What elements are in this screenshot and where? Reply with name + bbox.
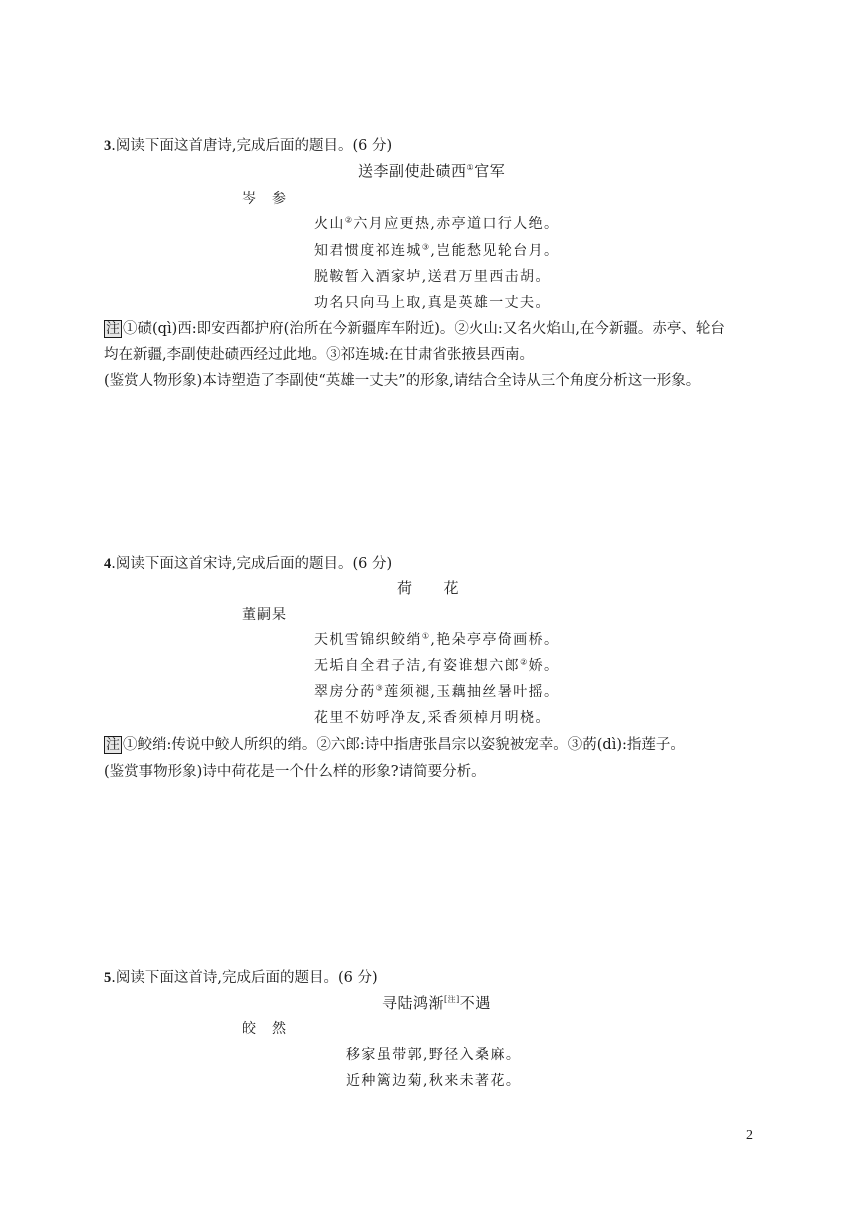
- q4-question: (鉴赏事物形象)诗中荷花是一个什么样的形象?请简要分析。: [104, 764, 486, 780]
- q4-poem-author: 董嗣杲: [242, 607, 287, 623]
- q3-note-cont: 均在新疆,李副使赴碛西经过此地。③祁连城:在甘肃省张掖县西南。: [104, 347, 534, 363]
- q4-poem-line: [314, 629, 559, 649]
- footnote-mark: ③: [375, 683, 385, 693]
- note-text: ①鲛绡:传说中鲛人所织的绡。②六郎:诗中指唐张昌宗以姿貌被宠幸。③菂(dì):指莲子。: [123, 737, 685, 753]
- q3-number: 3: [104, 138, 112, 154]
- q4-poem-line: [314, 681, 559, 701]
- footnote-mark: ②: [344, 215, 354, 225]
- page-number: 2: [746, 1128, 753, 1143]
- q4-prompt: [104, 552, 392, 573]
- poem-text: 六月应更热,赤亭道口行人绝。: [353, 216, 560, 232]
- q4-poem-line: [314, 707, 551, 727]
- note-tag: 注: [106, 737, 120, 753]
- poem-text: 娇。: [528, 658, 560, 674]
- q5-intro: .阅读下面这首诗,完成后面的题目。(6 分): [111, 970, 378, 986]
- q5-title-text-end: 不遇: [459, 994, 491, 1012]
- poem-text: 功名只向马上取,真是英雄一丈夫。: [314, 295, 551, 311]
- q4-poem-line: [314, 655, 559, 675]
- poem-text: 翠房分菂: [314, 684, 376, 700]
- q3-intro: .阅读下面这首唐诗,完成后面的题目。(6 分): [111, 138, 393, 154]
- q3-title-footnote-mark: ①: [466, 163, 475, 172]
- q5-title-footnote-mark: [注]: [444, 995, 460, 1004]
- q5-poem-line: [346, 1044, 521, 1064]
- footnote-mark: ①: [421, 631, 431, 641]
- q5-number: 5: [104, 970, 112, 986]
- q4-intro: .阅读下面这首宋诗,完成后面的题目。(6 分): [111, 556, 393, 572]
- q5-poem-line: [346, 1070, 521, 1090]
- poem-text: 移家虽带郭,野径入桑麻。: [346, 1047, 522, 1063]
- poem-text: 天机雪锦织鲛绡: [314, 632, 422, 648]
- q3-question: (鉴赏人物形象)本诗塑造了李副使“英雄一丈夫”的形象,请结合全诗从三个角度分析这一形象。: [104, 373, 701, 389]
- poem-text: 莲须褪,玉藕抽丝暑叶摇。: [384, 684, 560, 700]
- q3-title-text-end: 官军: [474, 162, 506, 180]
- q4-number: 4: [104, 556, 112, 572]
- poem-text: 近种篱边菊,秋来未著花。: [346, 1073, 522, 1089]
- q3-title-text: 送李副使赴碛西: [358, 162, 467, 180]
- q3-prompt: [104, 134, 392, 155]
- poem-text: 火山: [314, 216, 345, 232]
- poem-text: 花里不妨呼净友,采香须棹月明桡。: [314, 710, 551, 726]
- q5-poem-author: 皎 然: [242, 1021, 287, 1037]
- poem-text: ,岂能愁见轮台月。: [430, 243, 560, 259]
- q5-poem-title: [382, 992, 491, 1013]
- q3-poem-line: [314, 266, 551, 286]
- q3-poem-author: 岑 参: [242, 191, 287, 207]
- note-text: ①碛(qì)西:即安西都护府(治所在今新疆库车附近)。②火山:又名火焰山,在今新疆。赤亭、轮台: [123, 321, 725, 337]
- q3-poem-line: [314, 213, 559, 233]
- q4-note: [104, 733, 685, 754]
- poem-text: ,艳朵亭亭倚画桥。: [430, 632, 560, 648]
- q5-prompt: [104, 966, 378, 987]
- q4-poem-title: 荷 花: [397, 579, 460, 597]
- q3-poem-line: [314, 292, 551, 312]
- poem-text: 知君惯度祁连城: [314, 243, 422, 259]
- note-tag: 注: [106, 321, 120, 337]
- footnote-mark: ③: [421, 242, 431, 252]
- q5-title-text: 寻陆鸿渐: [382, 994, 445, 1012]
- q3-poem-title: [358, 160, 505, 181]
- q3-poem-line: [314, 240, 559, 260]
- poem-text: 脱鞍暂入酒家垆,送君万里西击胡。: [314, 269, 551, 285]
- poem-text: 无垢自全君子洁,有姿谁想六郎: [314, 658, 521, 674]
- q3-note: [104, 317, 725, 338]
- footnote-mark: ②: [520, 657, 529, 667]
